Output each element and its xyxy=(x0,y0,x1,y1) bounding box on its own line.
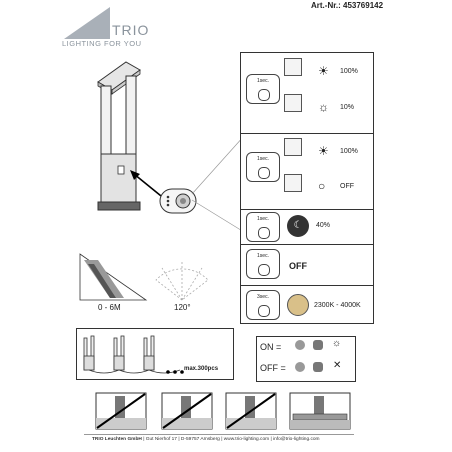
person-motion-icon xyxy=(284,94,302,112)
detection-range-label: 0 - 6M xyxy=(98,303,121,312)
night-mode-icon: ☾ xyxy=(287,215,309,237)
person-motion-icon xyxy=(284,174,302,192)
light-on-icon: ☼ xyxy=(332,338,342,349)
hand-press-icon xyxy=(258,227,270,239)
footer-email[interactable]: info@trio-lighting.com xyxy=(273,437,320,442)
trio-logo-triangle xyxy=(62,5,114,41)
detection-angle-diagram xyxy=(150,252,214,304)
hand-press-icon xyxy=(258,264,270,276)
installation-wrong-1-icon xyxy=(95,392,147,430)
footer-divider xyxy=(84,434,354,435)
max-lamps-label: max.300pcs xyxy=(184,366,219,372)
connector-lines xyxy=(190,134,246,234)
remote-symbol-icon xyxy=(313,362,323,372)
footer-address1: Gut Nierhof 17 xyxy=(145,437,177,442)
press-duration-label: 1sec. xyxy=(257,78,269,84)
panel-divider xyxy=(240,244,374,245)
article-number: Art.-Nr.: 453769142 xyxy=(311,1,384,10)
sensor-symbol-icon xyxy=(295,362,305,372)
remote-symbol-icon xyxy=(313,340,323,350)
panel-divider xyxy=(240,209,374,210)
press-duration-label: 3sec. xyxy=(257,294,269,300)
press-button-step xyxy=(246,249,280,279)
footer-web[interactable]: www.trio-lighting.com xyxy=(223,437,270,442)
chained-lamps-illustration xyxy=(80,332,190,376)
press-button-step xyxy=(246,212,280,242)
press-duration-label: 1sec. xyxy=(257,253,269,259)
light-bulb-on-icon: ☀ xyxy=(318,144,329,158)
brightness-value: 100% xyxy=(340,68,358,75)
light-bulb-on-icon: ☀ xyxy=(318,64,329,78)
person-motion-icon xyxy=(284,58,302,76)
light-bulb-dim-icon: ☼ xyxy=(318,100,329,114)
person-motion-icon xyxy=(284,138,302,156)
footer-address2: D-59757 Arnsberg xyxy=(180,437,220,442)
hand-press-icon xyxy=(258,89,270,101)
brand-name: TRIO xyxy=(112,22,150,38)
hand-press-icon xyxy=(258,167,270,179)
panel-divider xyxy=(240,133,374,134)
sensor-symbol-icon xyxy=(295,340,305,350)
off-state-label: OFF xyxy=(289,261,307,271)
detection-angle-label: 120° xyxy=(174,303,191,312)
hand-press-icon xyxy=(258,305,270,317)
footer-text: TRIO Leuchten GmbH | Gut Nierhof 17 | D-59757 Arnsberg | www.trio-lighting.com | info@trio-lighting.com xyxy=(92,437,320,442)
light-bulb-off-icon: ○ xyxy=(318,179,326,193)
installation-wrong-2-icon xyxy=(161,392,213,430)
installation-correct-icon xyxy=(289,392,351,430)
off-label: OFF = xyxy=(260,363,286,373)
brightness-value: 100% xyxy=(340,148,358,155)
color-temperature-value: 2300K - 4000K xyxy=(314,302,361,309)
brightness-value: 10% xyxy=(340,104,355,111)
night-brightness-value: 40% xyxy=(316,222,331,229)
footer-company: TRIO Leuchten GmbH xyxy=(92,437,142,442)
installation-wrong-3-icon xyxy=(225,392,277,430)
detection-range-diagram xyxy=(78,252,148,302)
press-duration-label: 1sec. xyxy=(257,216,269,222)
on-label: ON = xyxy=(260,342,282,352)
brightness-value: OFF xyxy=(340,183,354,190)
press-button-step xyxy=(246,74,280,104)
press-button-step xyxy=(246,290,280,320)
light-off-icon: ✕ xyxy=(333,360,342,371)
panel-divider xyxy=(240,285,374,286)
press-button-step xyxy=(246,152,280,182)
press-duration-label: 1sec. xyxy=(257,156,269,162)
color-temperature-icon xyxy=(287,294,309,316)
brand-tagline: LIGHTING FOR YOU xyxy=(62,39,142,48)
